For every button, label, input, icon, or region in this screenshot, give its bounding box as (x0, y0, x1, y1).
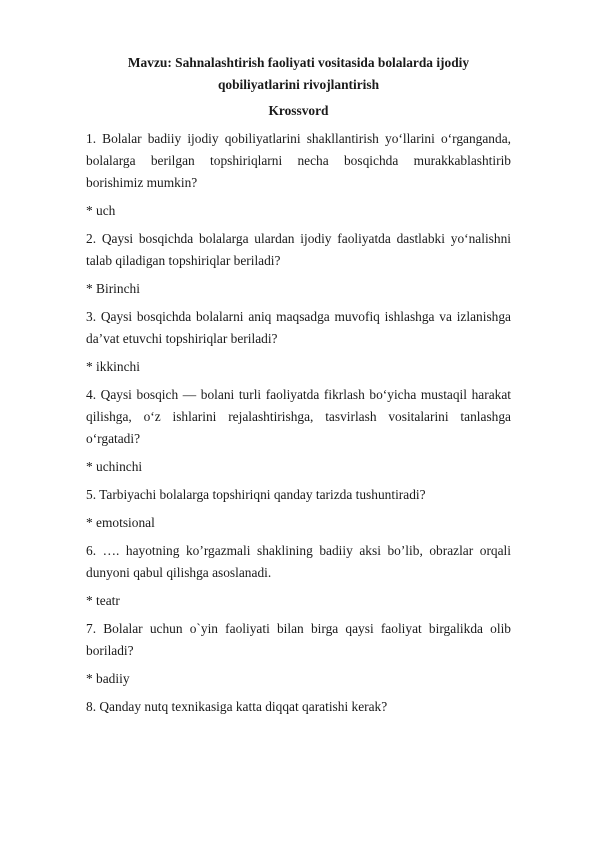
document-page (86, 52, 511, 724)
question-7: 7. Bolalar uchun o`yin faoliyati bilan birga qaysi faoliyat birgalikda olib boriladi? (86, 621, 511, 658)
answer-1: * uch (86, 203, 116, 218)
question-4: 4. Qaysi bosqich — bolani turli faoliyatda fikrlash bo‘yicha mustaqil harakat qilishga, o‘z ishlarini rejalashtirishga, tasvirlash vositalarini tanlashga o‘rgatadi? (86, 387, 511, 446)
answer-6: * teatr (86, 593, 120, 608)
answer-3: * ikkinchi (86, 359, 140, 374)
answer-4: * uchinchi (86, 459, 143, 474)
question-3: 3. Qaysi bosqichda bolalarni aniq maqsadga muvofiq ishlashga va izlanishga da’vat etuvchi topshiriqlar beriladi? (86, 309, 511, 346)
question-5: 5. Tarbiyachi bolalarga topshiriqni qanday tarizda tushuntiradi? (86, 487, 426, 502)
answer-2: * Birinchi (86, 281, 140, 296)
answer-5: * emotsional (86, 515, 155, 530)
question-1: 1. Bolalar badiiy ijodiy qobiliyatlarini shakllantirish yo‘llarini o‘rganganda, bolalarga berilgan topshiriqlarni necha bosqichda murakkablashtirib borishimiz mumkin? (86, 131, 511, 190)
question-8: 8. Qanday nutq texnikasiga katta diqqat qaratishi kerak? (86, 699, 388, 714)
document-title: Mavzu: Sahnalashtirish faoliyati vositasida bolalarda ijodiy qobiliyatlarini rivojlantirish (127, 55, 470, 92)
document-subtitle: Krossvord (268, 103, 329, 118)
answer-7: * badiiy (86, 671, 130, 686)
question-2: 2. Qaysi bosqichda bolalarga ulardan ijodiy faoliyatda dastlabki yo‘nalishni talab qiladigan topshiriqlar beriladi? (86, 231, 511, 268)
question-6: 6. …. hayotning ko’rgazmali shaklining badiiy aksi bo’lib, obrazlar orqali dunyoni qabul qilishga asoslanadi. (86, 543, 511, 580)
